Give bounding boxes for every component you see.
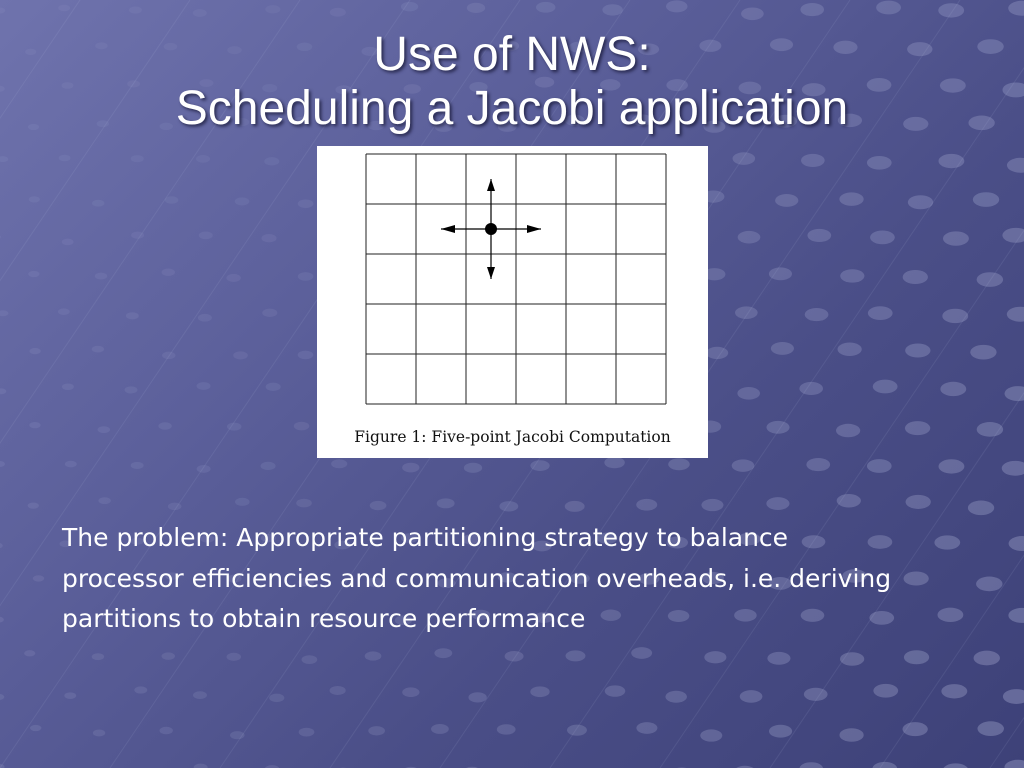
background-dot <box>804 688 828 701</box>
jacobi-figure <box>317 146 708 458</box>
background-dot <box>604 457 625 468</box>
background-dot <box>970 345 996 360</box>
background-dot <box>732 459 755 472</box>
background-dot <box>264 157 279 165</box>
background-dot <box>401 2 418 12</box>
background-dot <box>700 729 722 741</box>
background-dot <box>839 728 863 741</box>
background-dot <box>298 351 314 360</box>
background-dot <box>168 503 182 511</box>
background-dot <box>28 502 39 508</box>
arrow-left-icon <box>441 225 455 233</box>
background-dot <box>665 691 686 703</box>
background-dot <box>125 386 138 393</box>
background-dot <box>29 348 40 354</box>
background-dot <box>1002 228 1024 243</box>
background-dot <box>134 686 147 693</box>
background-dot <box>199 231 213 239</box>
background-dot <box>940 382 966 396</box>
background-dot <box>194 764 208 768</box>
background-dot <box>95 273 107 280</box>
background-dot <box>298 272 314 281</box>
background-dot <box>567 725 587 736</box>
background-dot <box>536 2 555 13</box>
background-dot <box>505 651 524 662</box>
background-dot <box>131 155 144 162</box>
background-dot <box>467 3 485 13</box>
background-dot <box>530 460 549 471</box>
background-dot <box>735 306 758 319</box>
background-dot <box>741 7 764 20</box>
background-dot <box>566 650 586 661</box>
background-dot <box>807 229 831 242</box>
background-dot <box>62 239 74 246</box>
background-dot <box>602 4 622 15</box>
background-dot <box>565 501 585 512</box>
background-dot <box>62 383 74 390</box>
background-dot <box>0 461 5 467</box>
background-dot <box>938 3 964 17</box>
figure-caption: Figure 1: Five-point Jacobi Computation <box>354 428 671 446</box>
background-dot <box>666 0 688 12</box>
background-dot <box>1008 608 1024 623</box>
background-dot <box>230 731 245 739</box>
background-dot <box>162 652 175 659</box>
background-dot <box>330 686 346 695</box>
background-dot <box>769 267 792 280</box>
background-dot <box>431 724 449 734</box>
background-dot <box>740 690 763 703</box>
background-dot <box>943 231 969 245</box>
background-dot <box>908 195 933 209</box>
background-dot <box>227 653 241 661</box>
background-dot <box>977 721 1003 736</box>
background-dot <box>162 268 175 275</box>
background-dot <box>298 199 314 208</box>
background-dot <box>605 685 626 696</box>
background-dot <box>766 421 789 434</box>
background-dot <box>942 309 968 323</box>
background-dot <box>872 762 897 768</box>
background-dot <box>197 382 211 390</box>
background-dot <box>0 234 1 240</box>
background-dot <box>775 194 798 207</box>
background-dot <box>799 382 823 395</box>
background-dot <box>233 351 248 359</box>
background-dot <box>402 687 419 697</box>
background-dot <box>162 352 175 359</box>
center-point-dot <box>485 223 497 235</box>
background-dot <box>974 651 1000 666</box>
background-dot <box>402 463 419 473</box>
background-dot <box>838 343 862 356</box>
background-dot <box>839 192 863 205</box>
background-dot <box>126 312 139 319</box>
background-dot <box>330 8 346 17</box>
background-dot <box>767 652 790 665</box>
jacobi-grid-diagram <box>317 146 708 426</box>
background-dot <box>0 543 3 549</box>
background-dot <box>499 501 518 511</box>
background-dot <box>1008 1 1024 16</box>
background-dot <box>701 499 723 511</box>
background-dot <box>704 651 726 663</box>
background-dot <box>437 498 455 508</box>
background-dot <box>905 421 930 435</box>
background-dot <box>296 499 312 508</box>
background-dot <box>131 232 144 239</box>
background-dot <box>766 497 789 510</box>
background-dot <box>92 200 104 207</box>
background-dot <box>98 426 110 433</box>
background-dot <box>262 309 277 317</box>
problem-statement: The problem: Appropriate partitioning strategy to balance processor efficiencies and communication overheads, i.e. deriving partitions to obtain resource performance <box>62 523 892 633</box>
background-dot <box>903 270 928 284</box>
background-dot <box>464 463 482 473</box>
background-dot <box>235 498 250 506</box>
background-dot <box>129 6 142 13</box>
background-dot <box>0 617 4 623</box>
background-dot <box>938 154 964 168</box>
background-dot <box>58 5 70 12</box>
background-dot <box>870 230 895 244</box>
background-dot <box>799 762 823 768</box>
background-dot <box>227 423 242 431</box>
background-dot <box>805 308 829 321</box>
background-dot <box>0 388 6 394</box>
background-dot <box>196 155 210 163</box>
background-dot <box>943 763 969 768</box>
background-dot <box>934 535 960 549</box>
arrow-up-icon <box>487 179 495 191</box>
background-dot <box>235 197 250 205</box>
background-dot <box>33 575 44 581</box>
background-dot <box>977 272 1003 287</box>
background-dot <box>59 155 71 162</box>
background-dot <box>873 684 898 698</box>
background-dot <box>368 726 385 735</box>
title-line-2: Scheduling a Jacobi application <box>175 81 849 135</box>
background-dot <box>941 684 967 698</box>
background-dot <box>868 306 893 320</box>
background-dot <box>733 152 756 165</box>
background-dot <box>738 231 761 244</box>
background-dot <box>771 342 794 355</box>
background-dot <box>261 234 276 242</box>
background-dot <box>867 156 892 170</box>
background-dot <box>165 196 179 204</box>
arrow-right-icon <box>527 225 541 233</box>
background-dot <box>867 459 892 473</box>
background-dot <box>198 314 212 322</box>
background-dot <box>530 686 549 697</box>
background-dot <box>939 459 965 473</box>
background-dot <box>497 724 516 734</box>
background-dot <box>904 650 929 664</box>
background-dot <box>365 651 382 660</box>
background-dot <box>226 274 240 282</box>
background-dot <box>800 3 824 16</box>
background-dot <box>299 728 315 737</box>
background-dot <box>903 722 928 736</box>
background-dot <box>468 692 486 702</box>
background-dot <box>65 461 77 468</box>
background-dot <box>193 691 207 699</box>
background-dot <box>973 192 999 207</box>
background-dot <box>197 465 211 473</box>
arrow-down-icon <box>487 267 495 279</box>
background-dot <box>331 459 347 468</box>
background-dot <box>294 422 310 431</box>
background-dot <box>636 499 657 511</box>
background-dot <box>58 308 70 315</box>
background-dot <box>876 1 901 15</box>
background-dot <box>0 156 8 162</box>
background-dot <box>1003 689 1024 704</box>
background-dot <box>1004 760 1024 768</box>
background-dot <box>977 422 1003 437</box>
background-dot <box>158 422 171 429</box>
background-dot <box>266 383 281 391</box>
background-dot <box>92 346 104 353</box>
background-dot <box>706 347 728 359</box>
background-dot <box>370 501 387 510</box>
background-dot <box>1002 461 1024 476</box>
background-dot <box>1007 158 1024 173</box>
background-dot <box>302 655 318 664</box>
background-dot <box>631 647 652 659</box>
background-dot <box>98 497 110 504</box>
background-dot <box>0 694 4 700</box>
background-dot <box>668 458 690 470</box>
background-dot <box>64 692 76 699</box>
background-dot <box>906 495 931 509</box>
title-line-1: Use of NWS: <box>373 28 651 81</box>
background-dot <box>0 310 8 316</box>
background-dot <box>159 727 172 734</box>
grid-lines <box>366 154 666 404</box>
background-dot <box>261 462 276 470</box>
background-dot <box>968 501 994 516</box>
background-dot <box>806 458 830 471</box>
background-dot <box>269 694 284 702</box>
background-dot <box>1005 386 1024 401</box>
background-dot <box>976 577 1002 592</box>
background-dot <box>937 608 963 622</box>
slide-title <box>0 28 1024 136</box>
background-dot <box>131 462 144 469</box>
background-dot <box>28 271 39 277</box>
background-dot <box>836 424 860 437</box>
background-dot <box>93 730 105 737</box>
background-dot <box>905 343 930 357</box>
background-dot <box>769 725 792 738</box>
background-dot <box>840 269 864 282</box>
background-dot <box>92 653 104 660</box>
background-dot <box>840 652 864 665</box>
background-dot <box>30 725 41 731</box>
background-dot <box>29 422 40 428</box>
background-dot <box>801 154 825 167</box>
background-dot <box>0 7 5 13</box>
background-dot <box>837 494 861 507</box>
background-dot <box>1007 307 1024 322</box>
background-dot <box>873 380 898 394</box>
background-dot <box>193 9 207 17</box>
background-dot <box>24 650 35 656</box>
background-dot <box>737 387 760 400</box>
background-dot <box>1009 536 1024 551</box>
background-dot <box>265 5 280 13</box>
background-dot <box>0 764 5 768</box>
background-dot <box>29 196 40 202</box>
background-dot <box>636 722 657 734</box>
background-dot <box>434 648 452 658</box>
